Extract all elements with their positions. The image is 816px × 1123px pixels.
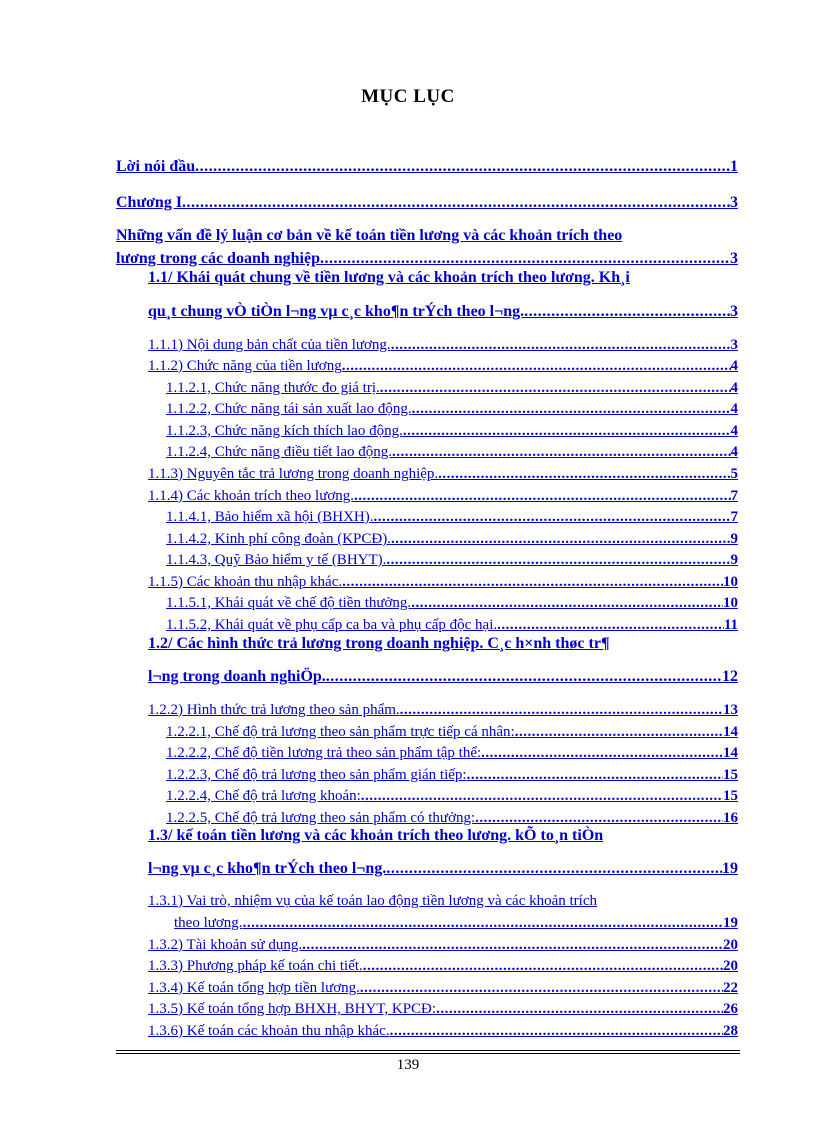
toc-entry-page: 3 xyxy=(730,250,738,267)
toc-entry-text: Chương I xyxy=(116,194,183,211)
toc-entry-1-2-2-3[interactable] xyxy=(166,764,738,785)
toc-entry-text: 1.2.2.5, Chế độ trả lương theo sản phẩm có thưởng: xyxy=(166,810,476,826)
toc-entry-text: qu¸t chung vÒ tiÒn l¬ng vµ c¸c kho¶n trÝch theo l¬ng. xyxy=(148,303,525,320)
toc-entry-1-1[interactable] xyxy=(148,301,738,322)
toc-entry-1-3-3[interactable] xyxy=(148,955,738,976)
toc-entry-text: 1.1.5.2, Khái quát về phụ cấp ca ba và phụ cấp độc hại. xyxy=(166,617,498,633)
toc-entry-page: 1 xyxy=(730,158,738,175)
toc-entry-1-2-2-5[interactable] xyxy=(166,807,738,828)
toc-entry-text: 1.3.5) Kế toán tổng hợp BHXH, BHYT, KPCĐ: xyxy=(148,1001,437,1017)
toc-entry-page: 7 xyxy=(730,488,738,504)
toc-leader-dots xyxy=(411,593,723,613)
toc-leader-dots xyxy=(436,999,723,1019)
toc-entry-1-3-6[interactable] xyxy=(148,1020,738,1041)
toc-entry-text: 1.1.2.1, Chức năng thước đo giá trị. xyxy=(166,380,380,396)
toc-leader-dots xyxy=(400,700,723,720)
toc-entry-1-3[interactable] xyxy=(148,858,738,879)
page-title: MỤC LỤC xyxy=(361,86,455,107)
toc-entry-page: 28 xyxy=(723,1023,738,1039)
toc-leader-dots xyxy=(360,978,723,998)
toc-entry-page: 3 xyxy=(730,303,738,320)
toc-leader-dots xyxy=(380,378,731,398)
toc-entry-page: 13 xyxy=(723,702,738,718)
toc-entry-1-1-4-1[interactable] xyxy=(166,506,738,527)
toc-leader-dots xyxy=(243,913,723,933)
toc-entry-text: 1.1.2.2, Chức năng tái sản xuất lao động. xyxy=(166,401,412,417)
toc-entry-text: 1.1.4) Các khoản trích theo lương. xyxy=(148,488,355,504)
toc-entry-text: 1.2.2.3, Chế độ trả lương theo sản phẩm gián tiếp: xyxy=(166,767,467,783)
toc-entry-1-3-5[interactable] xyxy=(148,998,738,1019)
toc-entry-1-2-2-2[interactable] xyxy=(166,742,738,763)
toc-entry-1-1-5[interactable] xyxy=(148,571,738,592)
toc-entry-page: 4 xyxy=(730,444,738,460)
page-number: 139 xyxy=(396,1057,420,1073)
toc-entry-chapter1-title[interactable] xyxy=(116,248,738,269)
toc-entry-page: 26 xyxy=(723,1001,738,1017)
toc-entry-page: 10 xyxy=(723,595,738,611)
toc-entry-text: 1.1.4.3, Quỹ Bảo hiểm y tế (BHYT). xyxy=(166,552,387,568)
toc-entry-text: 1.1.2.4, Chức năng điều tiết lao động. xyxy=(166,444,393,460)
toc-entry-page: 12 xyxy=(722,668,738,685)
toc-leader-dots xyxy=(361,786,723,806)
toc-entry-1-3-4[interactable] xyxy=(148,977,738,998)
toc-entry-1-3-line1[interactable]: 1.3/ kế toán tiền lương và các khoản trích theo lương. kÕ to¸n tiÒn xyxy=(148,827,604,844)
toc-entry-text: l¬ng vµ c¸c kho¶n trÝch theo l¬ng. xyxy=(148,860,387,877)
toc-entry-page: 4 xyxy=(730,358,738,374)
toc-entry-page: 11 xyxy=(723,617,738,633)
toc-leader-dots xyxy=(195,157,730,177)
toc-entry-page: 16 xyxy=(723,810,738,826)
toc-entry-1-1-3[interactable] xyxy=(148,463,738,484)
toc-entry-page: 19 xyxy=(723,915,738,931)
toc-entry-page: 9 xyxy=(730,552,738,568)
toc-entry-1-1-4-2[interactable] xyxy=(166,528,738,549)
toc-entry-1-1-2-2[interactable] xyxy=(166,398,738,419)
toc-entry-chapter1-title-line1[interactable]: Những vấn đề lý luận cơ bản về kế toán tiền lương và các khoản trích theo xyxy=(116,227,623,244)
toc-entry-page: 19 xyxy=(722,860,738,877)
toc-entry-1-1-line1[interactable]: 1.1/ Khái quát chung về tiền lương và các khoản trích theo lương. Kh¸i xyxy=(148,269,630,286)
toc-entry-1-3-1[interactable] xyxy=(174,912,738,933)
toc-entry-loi-noi-dau[interactable] xyxy=(116,156,738,177)
toc-entry-1-3-2[interactable] xyxy=(148,934,738,955)
toc-entry-page: 14 xyxy=(723,724,738,740)
toc-leader-dots xyxy=(481,743,723,763)
toc-leader-dots xyxy=(320,249,730,269)
toc-entry-1-3-1-line1[interactable]: 1.3.1) Vai trò, nhiệm vụ của kế toán lao động tiền lương và các khoản trích xyxy=(148,893,597,909)
toc-entry-page: 4 xyxy=(730,423,738,439)
toc-entry-page: 7 xyxy=(730,509,738,525)
toc-entry-text: Lời nói đầu xyxy=(116,158,196,175)
toc-entry-1-1-2-1[interactable] xyxy=(166,377,738,398)
toc-leader-dots xyxy=(403,421,731,441)
toc-leader-dots xyxy=(363,956,723,976)
toc-leader-dots xyxy=(386,550,730,570)
toc-leader-dots xyxy=(342,356,731,376)
toc-entry-text: 1.3.3) Phương pháp kế toán chi tiết. xyxy=(148,958,363,974)
toc-leader-dots xyxy=(497,615,724,635)
toc-entry-text: 1.1.5.1, Khái quát về chế độ tiền thưởng. xyxy=(166,595,412,611)
toc-leader-dots xyxy=(373,507,730,527)
toc-entry-1-1-5-1[interactable] xyxy=(166,592,738,613)
toc-entry-text: 1.1.4.2, Kinh phí công đoàn (KPCĐ). xyxy=(166,531,391,547)
toc-entry-text: 1.3.4) Kế toán tổng hợp tiền lương. xyxy=(148,980,360,996)
toc-entry-text: 1.2.2.1, Chế độ trả lương theo sản phẩm trực tiếp cá nhân: xyxy=(166,724,515,740)
toc-entry-page: 9 xyxy=(730,531,738,547)
toc-entry-page: 20 xyxy=(723,958,738,974)
toc-leader-dots xyxy=(386,859,722,879)
toc-entry-1-2-2-4[interactable] xyxy=(166,785,738,806)
toc-entry-1-1-4[interactable] xyxy=(148,485,738,506)
toc-leader-dots xyxy=(302,935,723,955)
toc-entry-1-2-2-1[interactable] xyxy=(166,721,738,742)
toc-entry-text: 1.2.2) Hình thức trả lương theo sản phẩm. xyxy=(148,702,400,718)
toc-entry-text: theo lương. xyxy=(174,915,243,931)
toc-entry-1-2-2[interactable] xyxy=(148,699,738,720)
toc-entry-page: 4 xyxy=(730,401,738,417)
toc-entry-page: 15 xyxy=(723,788,738,804)
toc-leader-dots xyxy=(182,193,730,213)
toc-leader-dots xyxy=(467,765,723,785)
toc-entry-text: 1.1.4.1, Bảo hiểm xã hội (BHXH). xyxy=(166,509,374,525)
toc-entry-page: 3 xyxy=(730,194,738,211)
toc-entry-page: 4 xyxy=(730,380,738,396)
toc-entry-1-2-line1[interactable]: 1.2/ Các hình thức trả lương trong doanh nghiệp. C¸c h×nh thøc tr¶ xyxy=(148,635,610,652)
toc-entry-1-1-5-2[interactable] xyxy=(166,614,738,635)
toc-leader-dots xyxy=(412,399,731,419)
footer-rule-bottom xyxy=(116,1053,740,1054)
toc-entry-chuong-1[interactable] xyxy=(116,192,738,213)
toc-entry-text: lương trong các doanh nghiệp xyxy=(116,250,320,267)
toc-entry-page: 3 xyxy=(730,337,738,353)
toc-entry-text: 1.1.2.3, Chức năng kích thích lao động. xyxy=(166,423,403,439)
toc-entry-text: 1.3.6) Kế toán các khoản thu nhập khác. xyxy=(148,1023,390,1039)
footer-rule-top xyxy=(116,1050,740,1051)
toc-entry-page: 22 xyxy=(723,980,738,996)
toc-entry-page: 14 xyxy=(723,745,738,761)
toc-entry-text: 1.2.2.4, Chế độ trả lương khoán: xyxy=(166,788,361,804)
toc-leader-dots xyxy=(326,667,722,687)
toc-entry-text: 1.1.2) Chức năng của tiền lương xyxy=(148,358,342,374)
toc-entry-page: 5 xyxy=(730,466,738,482)
toc-leader-dots xyxy=(475,808,723,828)
toc-entry-text: 1.1.3) Nguyên tắc trả lương trong doanh nghiệp. xyxy=(148,466,439,482)
toc-entry-text: l¬ng trong doanh nghiÖp. xyxy=(148,668,326,685)
toc-leader-dots xyxy=(515,722,723,742)
toc-entry-1-1-2-4[interactable] xyxy=(166,441,738,462)
toc-leader-dots xyxy=(391,335,731,355)
toc-entry-page: 10 xyxy=(723,574,738,590)
toc-leader-dots xyxy=(391,529,731,549)
toc-entry-text: 1.2.2.2, Chế độ tiền lương trả theo sản phẩm tập thể: xyxy=(166,745,482,761)
toc-entry-1-1-2-3[interactable] xyxy=(166,420,738,441)
toc-entry-1-1-1[interactable] xyxy=(148,334,738,355)
toc-leader-dots xyxy=(524,302,730,322)
toc-leader-dots xyxy=(354,486,730,506)
toc-entry-page: 15 xyxy=(723,767,738,783)
toc-entry-text: 1.3.2) Tài khoản sử dụng. xyxy=(148,937,303,953)
toc-entry-1-1-2[interactable] xyxy=(148,355,738,376)
toc-leader-dots xyxy=(438,464,730,484)
toc-leader-dots xyxy=(342,572,723,592)
toc-entry-text: 1.1.1) Nội dung bản chất của tiền lương. xyxy=(148,337,391,353)
toc-entry-1-2[interactable] xyxy=(148,666,738,687)
toc-entry-text: 1.1.5) Các khoản thu nhập khác. xyxy=(148,574,343,590)
toc-entry-1-1-4-3[interactable] xyxy=(166,549,738,570)
toc-leader-dots xyxy=(390,1021,723,1041)
toc-entry-page: 20 xyxy=(723,937,738,953)
toc-leader-dots xyxy=(392,442,730,462)
